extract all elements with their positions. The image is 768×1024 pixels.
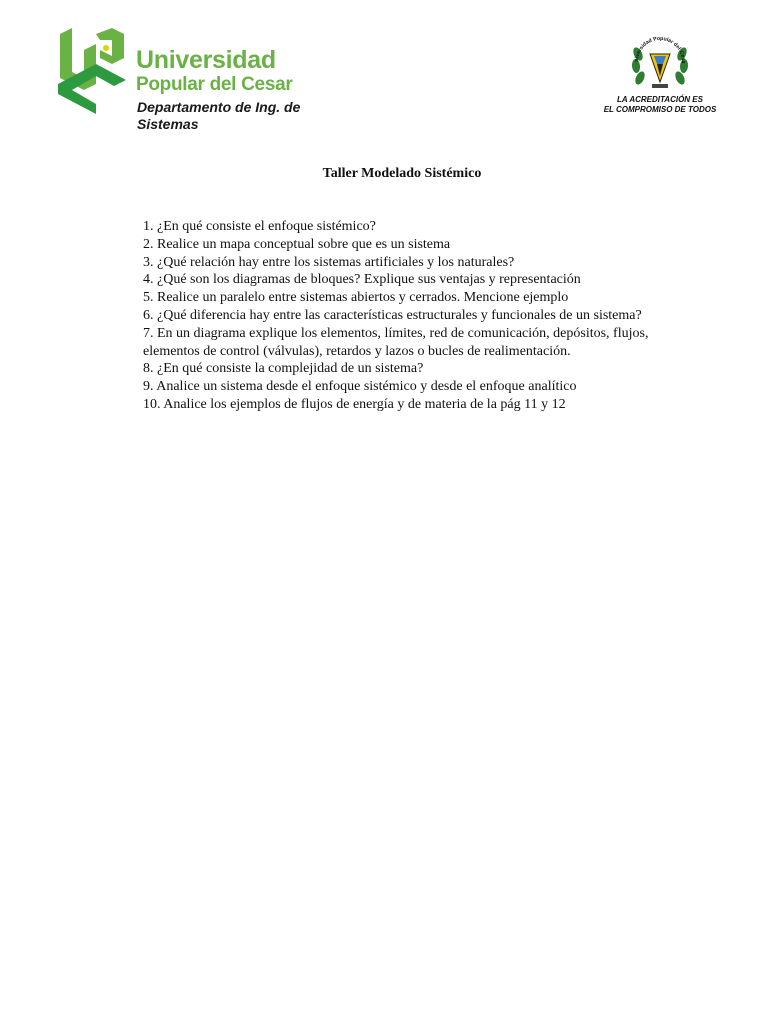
question-item: 10. Analice los ejemplos de flujos de energía y de materia de la pág 11 y 12 xyxy=(143,396,566,412)
question-item: 9. Analice un sistema desde el enfoque sistémico y desde el enfoque analítico xyxy=(143,379,577,395)
question-item: 1. ¿En qué consiste el enfoque sistémico? xyxy=(143,219,376,234)
university-name xyxy=(136,48,292,94)
university-logo-icon xyxy=(56,28,136,114)
seal-text: niversidad Popular del Cesa xyxy=(633,35,687,64)
motto-line1: LA ACREDITACIÓN ES xyxy=(617,95,703,104)
university-name-line1: Universidad xyxy=(136,46,276,74)
department-name: Departamento de Ing. de Sistemas xyxy=(137,99,301,132)
question-item: 4. ¿Qué son los diagramas de bloques? Explique sus ventajas y representación xyxy=(143,272,581,288)
question-item: 5. Realice un paralelo entre sistemas abiertos y cerrados. Mencione ejemplo xyxy=(143,290,569,306)
question-item: 6. ¿Qué diferencia hay entre las características estructurales y funcionales de un sistema? xyxy=(143,307,642,323)
question-item: 3. ¿Qué relación hay entre los sistemas artificiales y los naturales? xyxy=(143,254,515,270)
question-item: 2. Realice un mapa conceptual sobre que es un sistema xyxy=(143,236,451,252)
question-item: 7. En un diagrama explique los elementos, límites, red de comunicación, depósitos, flujos, elementos de control (válvulas), retardos y lazos o bucles de realimentación. xyxy=(143,325,649,359)
question-item: 8. ¿En qué consiste la complejidad de un sistema? xyxy=(143,361,424,377)
accreditation-seal-icon xyxy=(628,32,692,94)
university-name-line2: Popular del Cesar xyxy=(136,74,293,95)
accreditation-motto xyxy=(596,95,724,115)
question-list xyxy=(143,218,653,414)
document-title: Taller Modelado Sistémico xyxy=(322,166,482,181)
motto-line2: EL COMPROMISO DE TODOS xyxy=(603,105,717,114)
